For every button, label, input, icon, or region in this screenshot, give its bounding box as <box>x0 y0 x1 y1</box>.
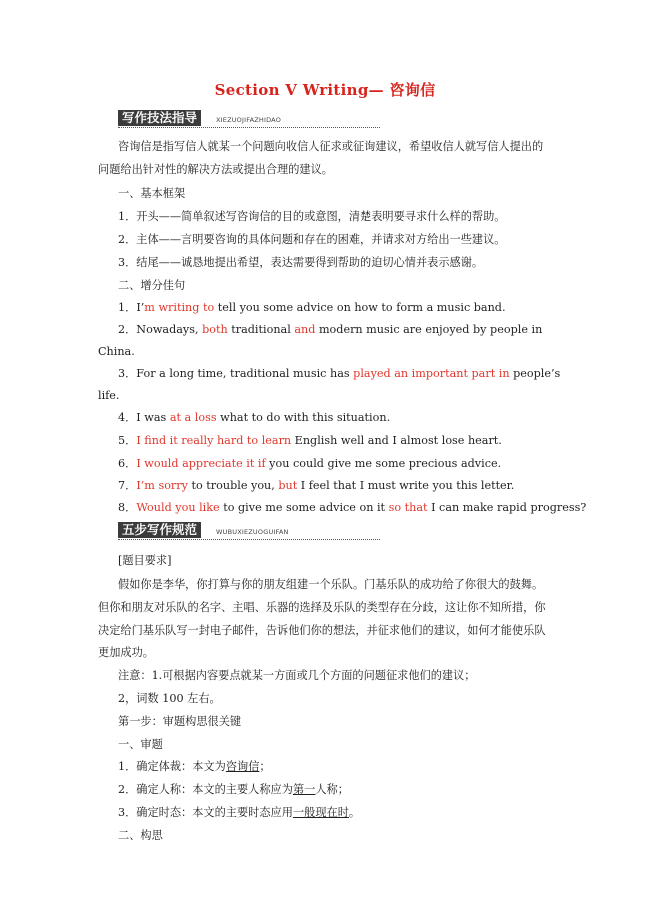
sentence-text: 1． <box>118 301 137 314</box>
highlight-phrase: at a loss <box>169 411 217 424</box>
task-note-2: 2，词数 100 左右。 <box>118 692 221 705</box>
intro-line-2: 问题给出针对性的解决方法或提出合理的建议。 <box>98 163 333 176</box>
sentence-text: I’ <box>136 301 145 314</box>
sentence-text: you could give me some precious advice. <box>265 457 502 470</box>
sentence-text: I feel that I must write you this letter. <box>297 479 515 492</box>
page-title: Section Ⅴ Writing— 咨询信 <box>214 81 436 99</box>
step1-heading: 第一步：审题构思很关键 <box>118 715 242 728</box>
sentence-6 <box>118 457 501 471</box>
review-text: ； <box>259 760 271 773</box>
banner-pinyin: WUBUXIEZUOGUIFAN <box>216 528 289 536</box>
review-answer: 一般现在时 <box>292 806 349 819</box>
sentence-3-continued: life. <box>98 389 120 402</box>
review-text: 。 <box>348 806 361 819</box>
sentence-text: 6． <box>118 457 137 470</box>
sentence-text: 3．For a long time, traditional music has <box>118 367 354 380</box>
intro-line-1: 咨询信是指写信人就某一个问题向收信人征求或征询建议，希望收信人就写信人提出的 <box>118 140 544 153</box>
sentence-4 <box>118 411 390 425</box>
sentence-text: 4．I was <box>118 411 170 424</box>
highlight-phrase: Would you like <box>136 501 220 514</box>
highlight-phrase: I’m sorry <box>136 479 188 492</box>
task-note-1: 注意：1.可根据内容要点就某一方面或几个方面的问题征求他们的建议； <box>118 669 476 682</box>
sentences-heading: 二、增分佳句 <box>118 279 186 292</box>
sentence-text: people’s <box>509 367 561 380</box>
banner-pinyin: XIEZUOJIFAZHIDAO <box>216 116 282 124</box>
sentence-8 <box>118 501 586 515</box>
review-tense <box>118 806 360 820</box>
review-answer: 咨询信 <box>225 760 260 773</box>
review-text: 3．确定时态：本文的主要时态应用 <box>118 806 293 819</box>
sentence-text: 7． <box>118 479 137 492</box>
highlight-phrase: both <box>202 323 228 336</box>
highlight-phrase: I find it really hard to learn <box>136 434 292 447</box>
sentence-text: 2．Nowadays, <box>118 323 203 336</box>
task-line-1: 假如你是李华，你打算与你的朋友组建一个乐队。门基乐队的成功给了你很大的鼓舞。 <box>118 578 544 591</box>
review-answer: 第一 <box>292 783 316 796</box>
sentence-text: I can make rapid progress? <box>427 501 587 514</box>
framework-item-2: 2．主体——言明要咨询的具体问题和存在的困难，并请求对方给出一些建议。 <box>118 233 506 246</box>
task-line-4: 更加成功。 <box>98 646 154 659</box>
review-text: 2．确定人称：本文的主要人称应为 <box>118 783 293 796</box>
sentence-text: traditional <box>227 323 295 336</box>
review-person <box>118 783 349 797</box>
framework-heading: 一、基本框架 <box>118 187 186 200</box>
section-banner-five-steps <box>116 522 380 540</box>
banner-dotted-rule <box>118 539 380 540</box>
sentence-2 <box>118 323 542 337</box>
sentence-7 <box>118 479 514 493</box>
highlight-phrase: played an important part in <box>353 367 510 380</box>
highlight-phrase: so that <box>388 501 428 514</box>
sentence-3 <box>118 367 560 381</box>
sentence-text: modern music are enjoyed by people in <box>315 323 543 336</box>
task-line-2: 但你和朋友对乐队的名字、主唱、乐器的选择及乐队的类型存在分歧，这让你不知所措，你 <box>98 601 546 614</box>
sentence-text: 5． <box>118 434 137 447</box>
sentence-text: what to do with this situation. <box>216 411 391 424</box>
highlight-phrase: m writing to <box>144 301 215 314</box>
task-line-3: 决定给门基乐队写一封电子邮件，告诉他们你的想法，并征求他们的建议，如何才能使乐队 <box>98 624 546 637</box>
sentence-text: English well and I almost lose heart. <box>291 434 502 447</box>
framework-item-3: 3．结尾——诚恳地提出希望，表达需要得到帮助的迫切心情并表示感谢。 <box>118 256 484 269</box>
sentence-5 <box>118 434 502 448</box>
sentence-text: 8． <box>118 501 137 514</box>
section-banner-writing-tips <box>116 110 380 128</box>
step1-sub-review: 一、审题 <box>118 738 163 751</box>
sentence-text: tell you some advice on how to form a music band. <box>214 301 506 314</box>
sentence-text: to give me some advice on it <box>219 501 389 514</box>
sentence-1 <box>118 301 506 315</box>
banner-label: 写作技法指导 <box>118 110 201 126</box>
highlight-phrase: but <box>278 479 298 492</box>
step1-sub-conception: 二、构思 <box>118 829 163 842</box>
review-genre <box>118 760 271 774</box>
banner-label: 五步写作规范 <box>118 522 201 538</box>
highlight-phrase: and <box>294 323 316 336</box>
task-heading: [题目要求] <box>118 554 172 567</box>
review-text: 1．确定体裁：本文为 <box>118 760 226 773</box>
review-text: 人称； <box>315 783 349 796</box>
highlight-phrase: I would appreciate it if <box>136 457 266 470</box>
framework-item-1: 1．开头——简单叙述写咨询信的目的或意图，清楚表明要寻求什么样的帮助。 <box>118 210 506 223</box>
sentence-text: to trouble you, <box>187 479 279 492</box>
sentence-2-continued: China. <box>98 345 135 358</box>
banner-dotted-rule <box>118 127 380 128</box>
